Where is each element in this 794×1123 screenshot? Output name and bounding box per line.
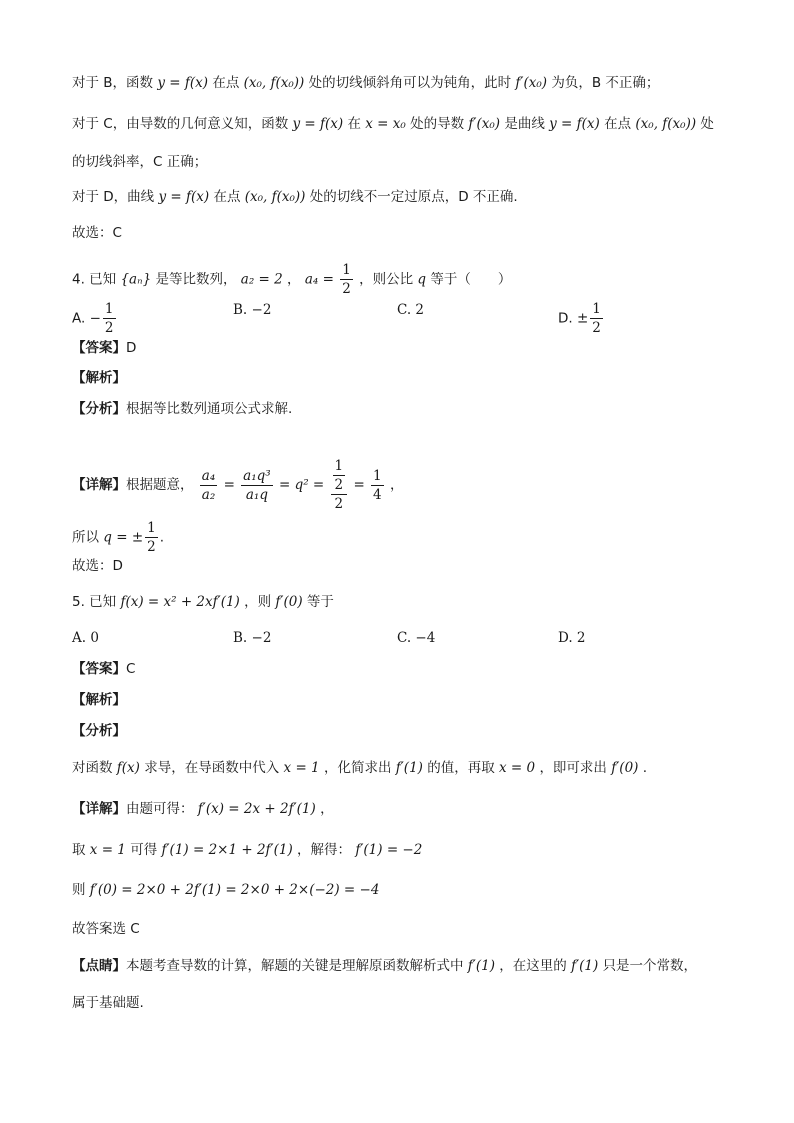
text-line-c-cont — [72, 152, 734, 172]
option-a: A. − $\frac{1}{2}$ — [72, 301, 114, 336]
text-line-d — [72, 187, 734, 207]
text: 对于 C，由导数的几何意义知，函数 — [72, 116, 289, 132]
math: y = f(x) — [549, 116, 600, 132]
text: 为负，B 不正确； — [551, 75, 660, 91]
option-d: D. 2 — [558, 630, 586, 646]
text: 对于 B，函数 — [72, 75, 154, 91]
math: x = x₀ — [365, 116, 406, 132]
option-c: C. −4 — [397, 630, 436, 646]
detail-line: 【详解】由题可得： f′(x) = 2x + 2f′(1) ， — [72, 801, 334, 817]
text: 处的切线不一定过原点，D 不正确. — [309, 189, 518, 205]
fraction: $\frac{1}{2}$ — [342, 262, 351, 297]
math: a₄ = — [304, 271, 334, 288]
take-line: 取 x = 1 可得 f′(1) = 2×1 + 2f′(1) ，解得： f′(1) = −2 — [72, 842, 423, 858]
text: ，则公比 — [359, 271, 414, 288]
text: 处 — [700, 116, 714, 132]
option-b: B. −2 — [233, 630, 272, 646]
math: f′(x₀) — [468, 116, 501, 132]
analysis-label: 【解析】 — [72, 370, 126, 386]
math: y = f(x) — [157, 75, 209, 91]
so-line: 所以 q = ± $\frac{1}{2}$ . — [72, 520, 165, 555]
math: (x₀, f(x₀)) — [243, 75, 305, 91]
detail-line: 【详解】根据题意， $\frac{\text{a₄}}{\text{a₂}}$ = $\frac{\text{a₁q³}}{\text{a₁q}}$ = q² = $\frac{\frac{1}{2}}{2}$ = $\frac{1}{4}$ ， — [72, 458, 404, 512]
option-c: C. 2 — [397, 302, 425, 318]
text-line-c — [72, 114, 734, 134]
option-a: A. 0 — [72, 630, 99, 646]
text-line-b — [72, 73, 734, 93]
math: f′(x₀) — [515, 75, 548, 91]
option-b: B. −2 — [233, 302, 272, 318]
comment-line: 【点睛】本题考查导数的计算，解题的关键是理解原函数解析式中 f′(1) ，在这里的 f′(1) 只是一个常数， — [72, 958, 698, 974]
then-line: 则 f′(0) = 2×0 + 2f′(1) = 2×0 + 2×(−2) = −4 — [72, 882, 380, 898]
answer-line: 【答案】C — [72, 661, 136, 677]
answer-line — [72, 223, 734, 243]
question-5-stem: 5. 已知 f(x) = x² + 2xf′(1) ，则 f′(0) 等于 — [72, 594, 334, 610]
fenxi-line: 【分析】根据等比数列通项公式求解. — [72, 401, 293, 417]
text: 在点 — [212, 75, 240, 91]
answer-line: 故答案选 C — [72, 921, 140, 937]
fenxi-label: 【分析】 — [72, 723, 126, 739]
text: ， — [287, 271, 301, 288]
text: 对于 D，曲线 — [72, 189, 155, 205]
math: (x₀, f(x₀)) — [635, 116, 697, 132]
text: 4. 已知 — [72, 271, 117, 288]
text: 在 — [347, 116, 361, 132]
text: 等于（ ） — [430, 271, 512, 288]
math: {aₙ} — [120, 271, 152, 288]
math: (x₀, f(x₀)) — [244, 189, 306, 205]
text: 处的导数 — [410, 116, 465, 132]
math: y = f(x) — [158, 189, 210, 205]
text: 是等比数列， — [155, 271, 237, 288]
text: 在点 — [213, 189, 241, 205]
math: a₂ = 2 — [240, 271, 283, 288]
math: y = f(x) — [292, 116, 344, 132]
text: 是曲线 — [504, 116, 545, 132]
text: 在点 — [604, 116, 632, 132]
answer-line: 【答案】D — [72, 340, 137, 356]
text: 处的切线倾斜角可以为钝角，此时 — [308, 75, 512, 91]
math: q — [417, 271, 427, 288]
answer-line: 故选：D — [72, 558, 123, 574]
text: 的切线斜率，C 正确； — [72, 154, 208, 170]
text: 故选：C — [72, 225, 122, 241]
analysis-label: 【解析】 — [72, 692, 126, 708]
fenxi-line: 对函数 f(x) 求导，在导函数中代入 x = 1 ，化简求出 f′(1) 的值，再取 x = 0 ，即可求出 f′(0) . — [72, 760, 648, 776]
comment-line-cont: 属于基础题. — [72, 995, 144, 1011]
question-4-stem — [72, 261, 734, 298]
option-d: D. ± $\frac{1}{2}$ — [558, 301, 601, 336]
